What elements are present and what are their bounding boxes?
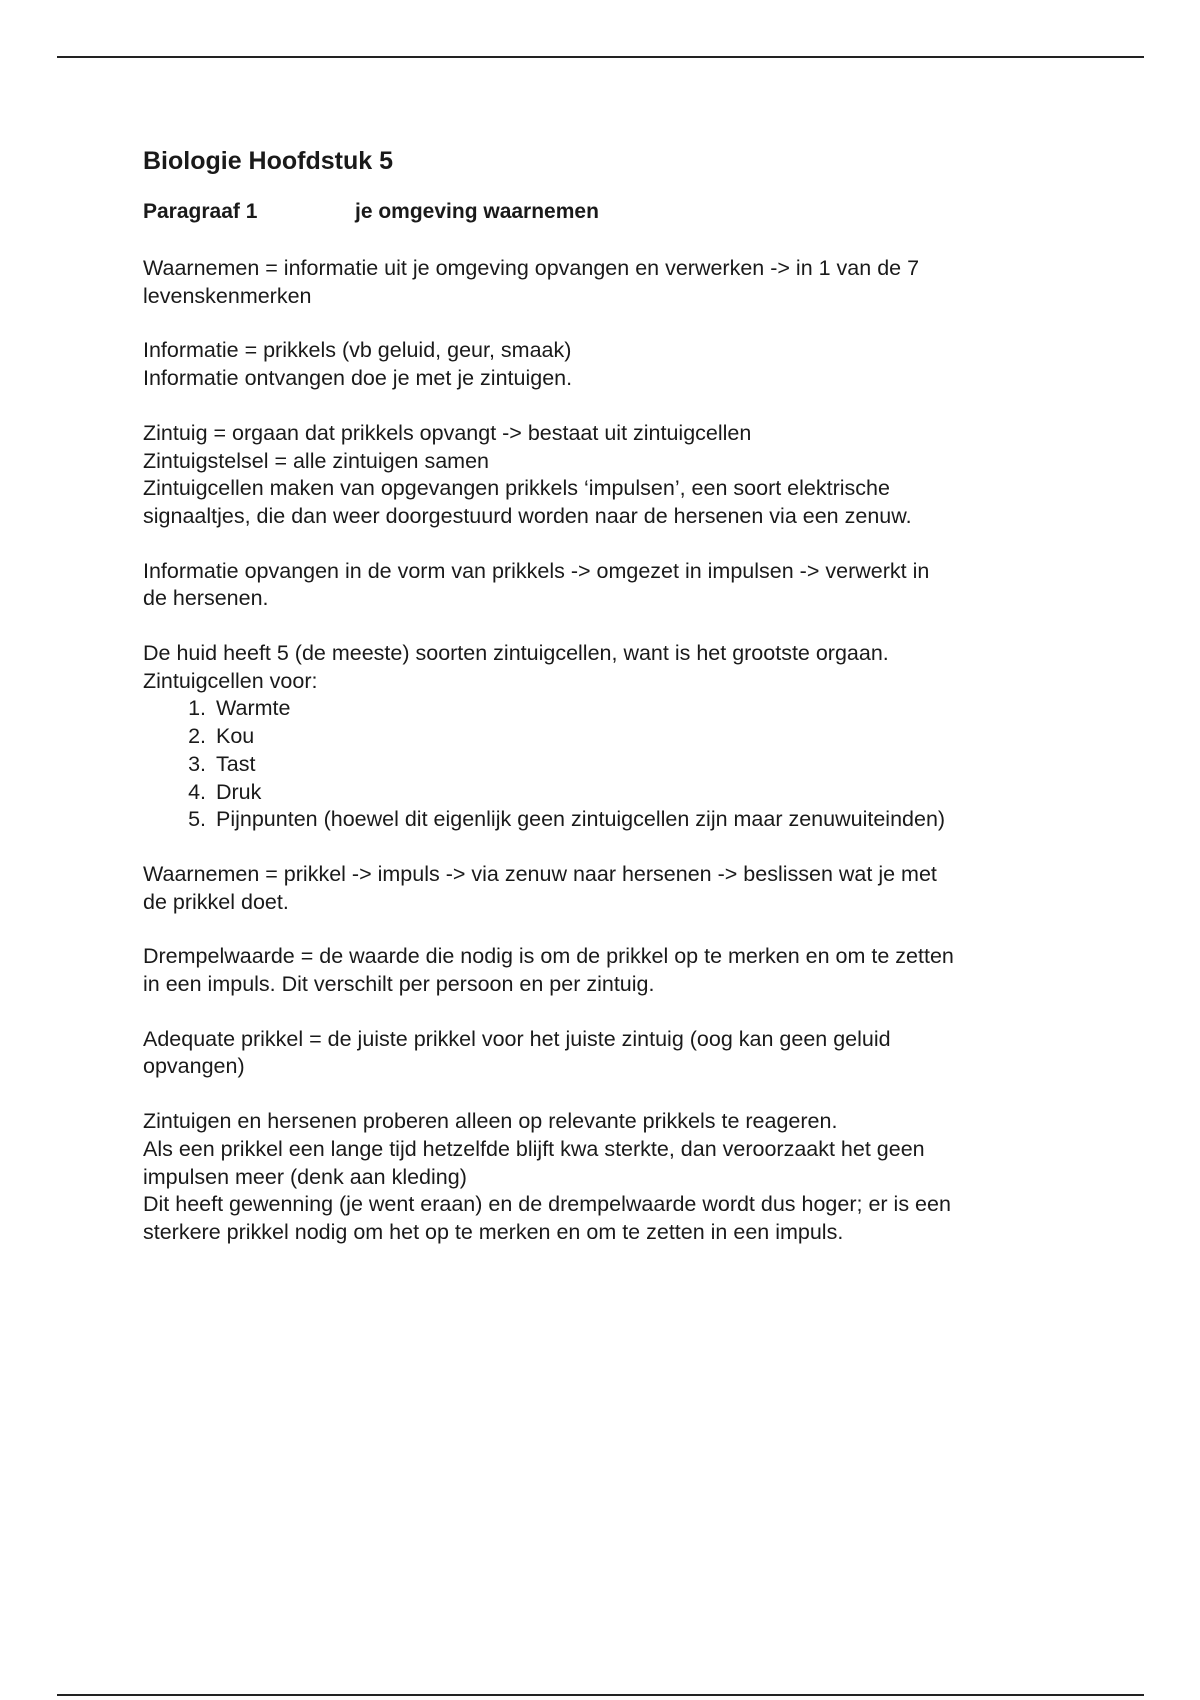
list-item — [143, 723, 1083, 751]
paragraph-line: levenskenmerken — [143, 283, 312, 308]
paragraph — [143, 861, 1083, 916]
paragraph-line: Drempelwaarde = de waarde die nodig is om de prikkel op te merken en om te zetten — [143, 944, 954, 969]
paragraph-line: Zintuigcellen maken van opgevangen prikkels ‘impulsen’, een soort elektrische — [143, 476, 890, 501]
document-title: Biologie Hoofdstuk 5 — [143, 147, 393, 175]
paragraph — [143, 255, 1083, 310]
list-number: 2. — [188, 724, 206, 749]
paragraph-line: in een impuls. Dit verschilt per persoon en per zintuig. — [143, 972, 655, 997]
paragraph-line: Dit heeft gewenning (je went eraan) en de drempelwaarde wordt dus hoger; er is een — [143, 1192, 951, 1217]
paragraph — [143, 558, 1083, 613]
paragraph-line: Zintuigstelsel = alle zintuigen samen — [143, 448, 489, 473]
paragraph-line: de prikkel doet. — [143, 889, 289, 914]
paragraph-line: opvangen) — [143, 1054, 245, 1079]
paragraph-line: De huid heeft 5 (de meeste) soorten zintuigcellen, want is het grootste orgaan. — [143, 641, 889, 666]
paragraph-line: Waarnemen = informatie uit je omgeving opvangen en verwerken -> in 1 van de 7 — [143, 256, 920, 280]
list-item — [143, 806, 1083, 834]
list-text: Pijnpunten (hoewel dit eigenlijk geen zintuigcellen zijn maar zenuwuiteinden) — [216, 807, 946, 832]
list-text: Druk — [216, 779, 262, 804]
top-rule — [57, 56, 1144, 58]
paragraph — [143, 1026, 1083, 1081]
paragraph-line: Zintuig = orgaan dat prikkels opvangt -> bestaat uit zintuigcellen — [143, 420, 752, 445]
paragraph-line: impulsen meer (denk aan kleding) — [143, 1164, 467, 1189]
bottom-rule — [57, 1694, 1144, 1696]
paragraph-line: Informatie opvangen in de vorm van prikkels -> omgezet in impulsen -> verwerkt in — [143, 558, 930, 583]
list-number: 4. — [188, 779, 206, 804]
paragraph-line: sterkere prikkel nodig om het op te merken en om te zetten in een impuls. — [143, 1219, 844, 1244]
section-heading — [143, 197, 1083, 227]
list-text: Kou — [216, 724, 255, 749]
document-body — [143, 142, 1083, 1247]
paragraph — [143, 420, 1083, 531]
paragraph-line: signaaltjes, die dan weer doorgestuurd worden naar de hersenen via een zenuw. — [143, 503, 912, 528]
paragraph-line: Informatie = prikkels (vb geluid, geur, smaak) — [143, 338, 572, 363]
paragraph-line: Als een prikkel een lange tijd hetzelfde blijft kwa sterkte, dan veroorzaakt het geen — [143, 1136, 925, 1161]
skin-paragraph — [143, 640, 1083, 834]
paragraph-line: Informatie ontvangen doe je met je zintuigen. — [143, 366, 573, 391]
section-number: Paragraaf 1 — [143, 200, 258, 223]
section-title: je omgeving waarnemen — [355, 200, 599, 223]
paragraph-line: Zintuigen en hersenen proberen alleen op relevante prikkels te reageren. — [143, 1109, 838, 1134]
list-text: Warmte — [216, 696, 291, 721]
sense-cells-list — [143, 695, 1083, 834]
list-number: 3. — [188, 751, 206, 776]
list-number: 5. — [188, 807, 206, 832]
list-item — [143, 751, 1083, 779]
list-text: Tast — [216, 751, 256, 776]
paragraph — [143, 943, 1083, 998]
paragraph — [143, 337, 1083, 392]
paragraph-line: Adequate prikkel = de juiste prikkel voor het juiste zintuig (oog kan geen geluid — [143, 1026, 891, 1051]
list-item — [143, 779, 1083, 807]
paragraph — [143, 1108, 1083, 1247]
paragraph-line: de hersenen. — [143, 586, 269, 611]
paragraph-line: Zintuigcellen voor: — [143, 668, 318, 693]
list-item — [143, 695, 1083, 723]
paragraph-line: Waarnemen = prikkel -> impuls -> via zenuw naar hersenen -> beslissen wat je met — [143, 861, 937, 886]
list-number: 1. — [188, 696, 206, 721]
